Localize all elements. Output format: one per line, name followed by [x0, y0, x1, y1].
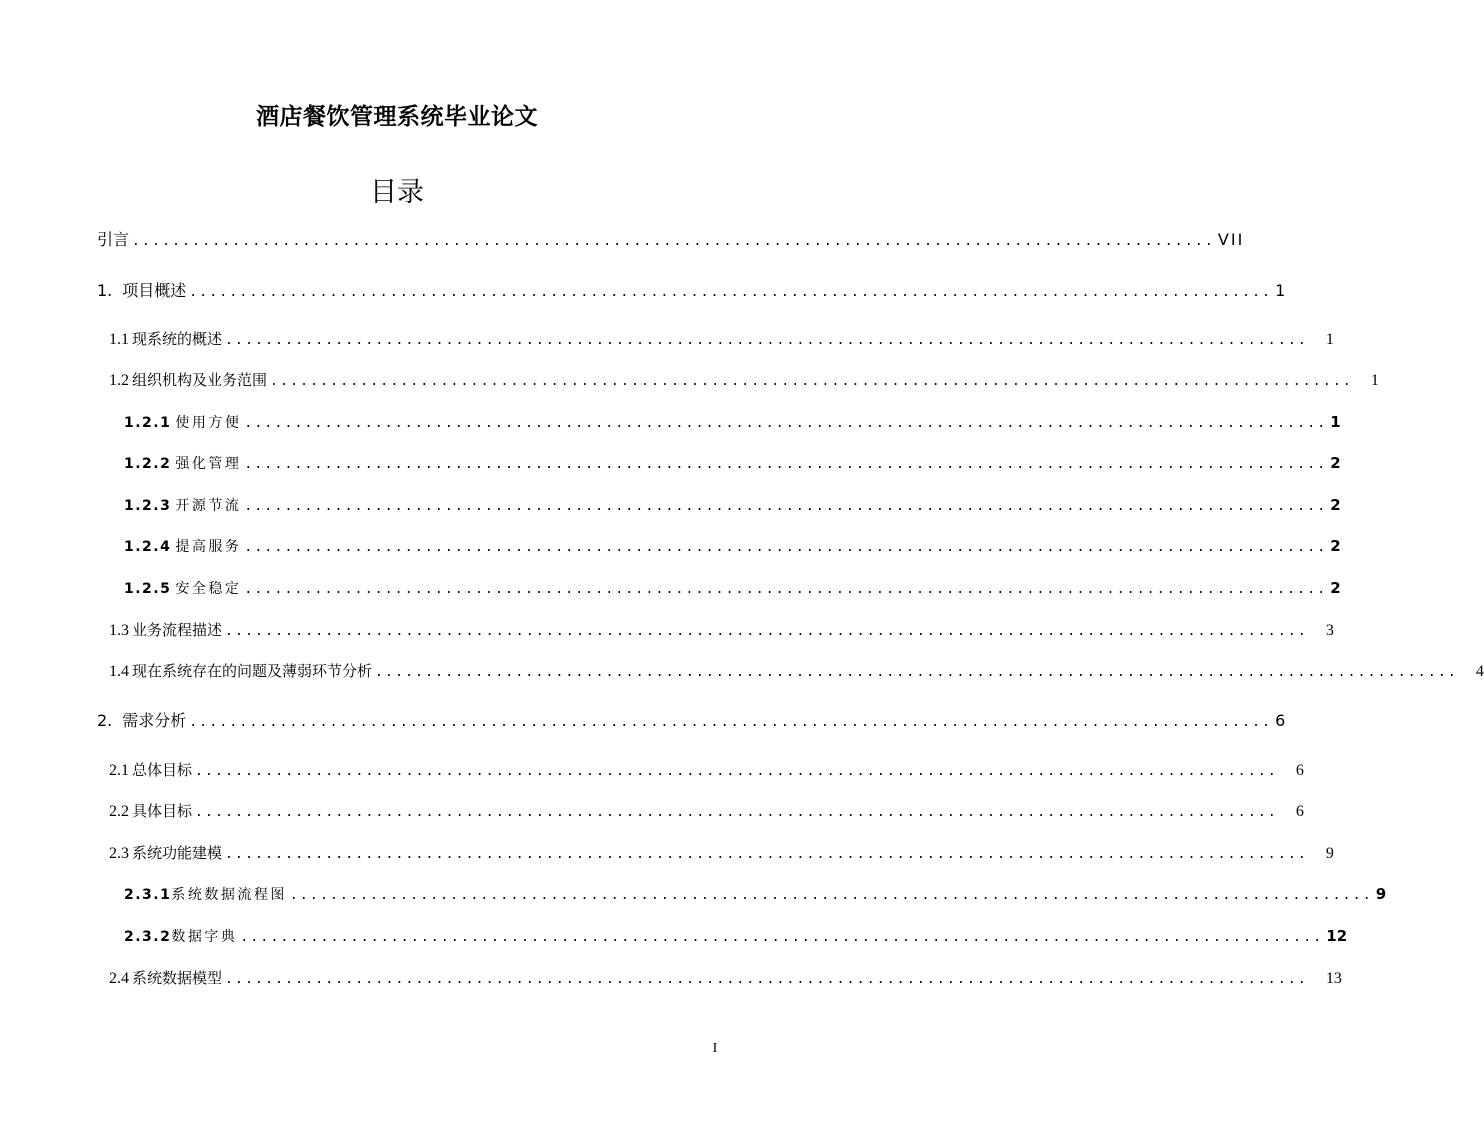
toc-entry-page: 12 [1326, 927, 1348, 945]
toc-entry[interactable] [109, 842, 1334, 864]
toc-entry[interactable] [97, 710, 1286, 732]
toc-leader-dots: ............................................................................................................ [244, 499, 1328, 514]
toc-entry-number: 1.2.4 [124, 539, 172, 555]
toc-leader-dots: ............................................................................................................ [189, 285, 1273, 300]
toc-leader-dots: ............................................................................................................ [244, 540, 1328, 555]
document-title: 酒店餐饮管理系统毕业论文 [256, 104, 538, 130]
toc-entry-label [109, 619, 222, 642]
toc-entry-page: 1 [1370, 372, 1379, 389]
toc-leader-dots: ............................................................................................................ [225, 972, 1308, 987]
toc-entry-number: 1.4 [109, 663, 129, 680]
toc-entry-number: 2.3.1 [124, 887, 172, 903]
toc-entry-page: 4 [1475, 663, 1484, 680]
toc-entry-label [109, 369, 267, 392]
toc-leader-dots: ............................................................................................................ [240, 930, 1324, 945]
toc-entry-page: 2 [1330, 454, 1341, 472]
toc-entry-title: 数据字典 [171, 929, 238, 945]
toc-entry-label [124, 412, 241, 434]
toc-entry-label [109, 660, 372, 683]
toc-leader-dots: ............................................................................................................ [270, 374, 1353, 389]
toc-entry-label [124, 578, 241, 600]
toc-entry-number: 2.2 [109, 803, 129, 820]
toc-entry-label [124, 926, 237, 948]
toc-entry[interactable] [124, 494, 1341, 516]
toc-entry-page: 6 [1295, 803, 1304, 820]
toc-entry-label [124, 495, 241, 517]
toc-leader-dots: ............................................................................................................ [132, 234, 1215, 249]
toc-leader-dots: ............................................................................................................ [375, 665, 1458, 680]
toc-entry-number: 1.3 [109, 622, 129, 639]
toc-entry-page: 1 [1330, 413, 1341, 431]
toc-entry[interactable] [124, 925, 1348, 947]
toc-leader-dots: ............................................................................................................ [225, 624, 1308, 639]
toc-entry-number: 1.2 [109, 372, 129, 389]
toc-entry-label [124, 884, 287, 906]
toc-leader-dots: ............................................................................................................ [244, 416, 1328, 431]
toc-entry-title: 安全稳定 [175, 581, 242, 597]
toc-entry-page: 2 [1330, 496, 1341, 514]
toc-entry-number: 1. [97, 281, 113, 300]
toc-entry[interactable] [124, 577, 1341, 599]
toc-leader-dots: ............................................................................................................ [195, 805, 1278, 820]
toc-entry[interactable] [109, 967, 1342, 989]
toc-entry-title: 现系统的概述 [132, 330, 223, 348]
toc-entry-label [124, 536, 241, 558]
toc-leader-dots: ............................................................................................................ [289, 888, 1373, 903]
toc-entry[interactable] [109, 759, 1304, 781]
toc-entry-number: 1.1 [109, 331, 129, 348]
toc-entry[interactable] [97, 280, 1286, 302]
toc-entry-title: 需求分析 [122, 711, 187, 730]
toc-entry-number: 2.3.2 [124, 929, 172, 945]
toc-entry-title: 组织机构及业务范围 [132, 371, 268, 389]
toc-entry-label [109, 800, 192, 823]
toc-entry[interactable] [109, 660, 1484, 682]
toc-entry-label [109, 842, 222, 865]
toc-entry-page: 3 [1325, 622, 1334, 639]
toc-entry-number: 2. [97, 711, 113, 730]
toc-entry[interactable] [124, 535, 1341, 557]
toc-entry-page: 9 [1375, 885, 1387, 903]
toc-leader-dots: ............................................................................................................ [195, 764, 1278, 779]
toc-entry[interactable] [109, 619, 1334, 641]
toc-entry-label [109, 328, 222, 351]
toc-entry-page: 1 [1275, 281, 1286, 300]
toc-entry-number: 1.2.2 [124, 456, 172, 472]
toc-leader-dots: ............................................................................................................ [225, 333, 1308, 348]
toc-entry-label [97, 280, 186, 302]
toc-entry-number: 2.4 [109, 970, 129, 987]
toc-entry-page: 1 [1325, 331, 1334, 348]
toc-entry-title: 强化管理 [175, 456, 242, 472]
toc-entry[interactable] [124, 883, 1387, 905]
toc-entry-title: 系统功能建模 [132, 844, 223, 862]
toc-heading: 目录 [370, 177, 424, 208]
toc-entry-title: 使用方便 [175, 415, 242, 431]
toc-entry-title: 提高服务 [175, 539, 242, 555]
toc-leader-dots: ............................................................................................................ [244, 582, 1328, 597]
toc-entry-number: 1.2.5 [124, 581, 172, 597]
toc-entry[interactable] [109, 328, 1334, 350]
toc-entry-page: VII [1217, 230, 1245, 249]
toc-entry-label [109, 759, 192, 782]
toc-entry-title: 系统数据流程图 [171, 887, 287, 903]
toc-entry-page: 2 [1330, 579, 1341, 597]
toc-entry-title: 引言 [97, 230, 130, 249]
toc-entry-title: 具体目标 [132, 802, 193, 820]
toc-entry-label [109, 967, 222, 990]
toc-entry-page: 6 [1275, 711, 1286, 730]
toc-entry-label [124, 453, 241, 475]
toc-entry-title: 开源节流 [175, 498, 242, 514]
toc-leader-dots: ............................................................................................................ [244, 457, 1328, 472]
toc-entry-page: 6 [1295, 762, 1304, 779]
toc-entry-page: 9 [1325, 845, 1334, 862]
toc-entry-page: 2 [1330, 537, 1341, 555]
toc-entry[interactable] [109, 369, 1379, 391]
toc-entry[interactable] [124, 452, 1341, 474]
toc-entry-number: 1.2.3 [124, 498, 172, 514]
toc-entry-title: 系统数据模型 [132, 969, 223, 987]
toc-entry-number: 2.3 [109, 845, 129, 862]
toc-entry-title: 现在系统存在的问题及薄弱环节分析 [132, 662, 373, 680]
toc-entry-label [97, 710, 186, 732]
toc-entry-number: 1.2.1 [124, 415, 172, 431]
toc-leader-dots: ............................................................................................................ [189, 715, 1273, 730]
toc-entry-title: 总体目标 [132, 761, 193, 779]
toc-entry[interactable] [97, 229, 1245, 251]
toc-entry-page: 13 [1325, 970, 1342, 987]
toc-leader-dots: ............................................................................................................ [225, 847, 1308, 862]
toc-entry[interactable] [124, 411, 1341, 433]
page-number: I [712, 1041, 718, 1056]
toc-entry-title: 项目概述 [122, 281, 187, 300]
toc-entry-number: 2.1 [109, 762, 129, 779]
toc-entry[interactable] [109, 800, 1304, 822]
toc-entry-title: 业务流程描述 [132, 621, 223, 639]
